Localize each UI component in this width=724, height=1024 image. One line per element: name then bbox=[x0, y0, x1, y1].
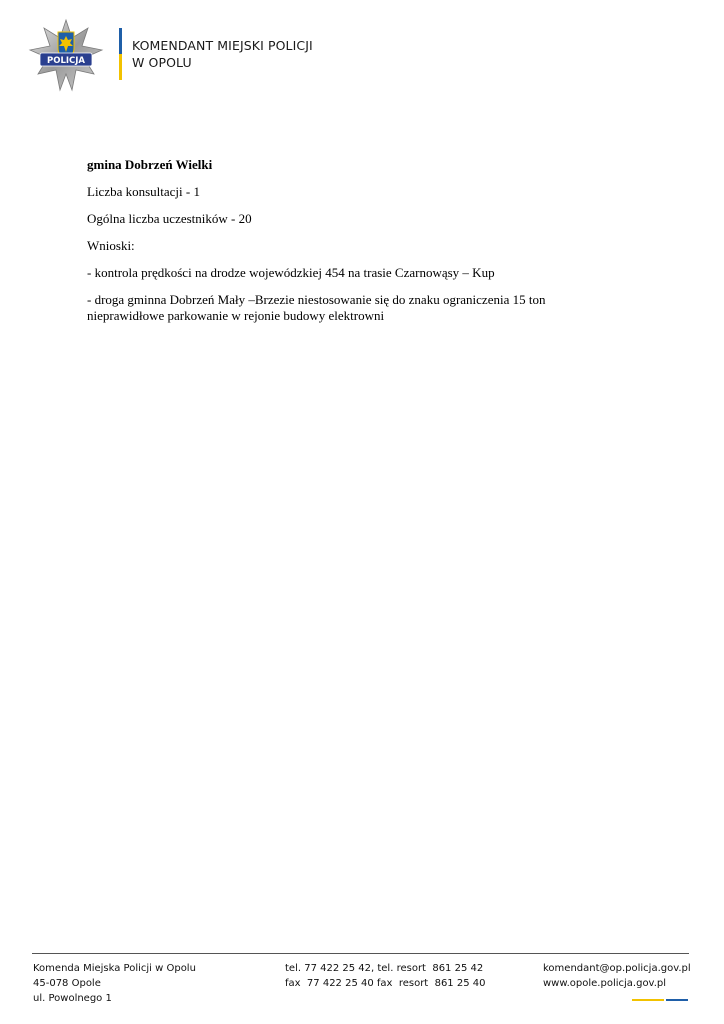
header-title-line1: KOMENDANT MIEJSKI POLICJI bbox=[132, 38, 313, 53]
footer-phone-line2: fax 77 422 25 40 fax resort 861 25 40 bbox=[285, 978, 486, 989]
requests-label: Wnioski: bbox=[87, 238, 135, 253]
footer-address-line1: Komenda Miejska Policji w Opolu bbox=[33, 963, 196, 974]
header-title-line2: W OPOLU bbox=[132, 55, 192, 70]
police-star-badge-icon bbox=[28, 18, 104, 94]
participants-count: Ogólna liczba uczestników - 20 bbox=[87, 211, 252, 226]
footer-email-link[interactable]: komendant@op.policja.gov.pl bbox=[543, 963, 691, 974]
footer-address bbox=[33, 961, 196, 1006]
header-title bbox=[132, 37, 313, 71]
footer-address-line2: 45-078 Opole bbox=[33, 978, 101, 989]
document-body bbox=[87, 157, 647, 324]
section-heading: gmina Dobrzeń Wielki bbox=[87, 157, 213, 172]
footer-address-line3: ul. Powolnego 1 bbox=[33, 993, 112, 1004]
footer-phone bbox=[285, 961, 485, 991]
footer-phone-line1: tel. 77 422 25 42, tel. resort 861 25 42 bbox=[285, 963, 484, 974]
footer-divider bbox=[32, 953, 689, 954]
footer-accent-yellow bbox=[632, 999, 664, 1001]
footer-accent-blue bbox=[666, 999, 688, 1001]
request-item-1: - kontrola prędkości na drodze wojewódzkiej 454 na trasie Czarnowąsy – Kup bbox=[87, 265, 495, 280]
footer-contact bbox=[543, 961, 691, 991]
request-item-2 bbox=[87, 292, 647, 324]
request-item-2-line2: nieprawidłowe parkowanie w rejonie budowy elektrowni bbox=[87, 308, 385, 323]
consultations-count: Liczba konsultacji - 1 bbox=[87, 184, 200, 199]
header-divider bbox=[119, 28, 122, 80]
badge-label: POLICJA bbox=[46, 56, 86, 66]
request-item-2-line1: - droga gminna Dobrzeń Mały –Brzezie niestosowanie się do znaku ograniczenia 15 ton bbox=[87, 292, 546, 307]
header-divider-blue bbox=[119, 28, 122, 54]
header-divider-yellow bbox=[119, 54, 122, 80]
footer-website-link[interactable]: www.opole.policja.gov.pl bbox=[543, 978, 667, 989]
